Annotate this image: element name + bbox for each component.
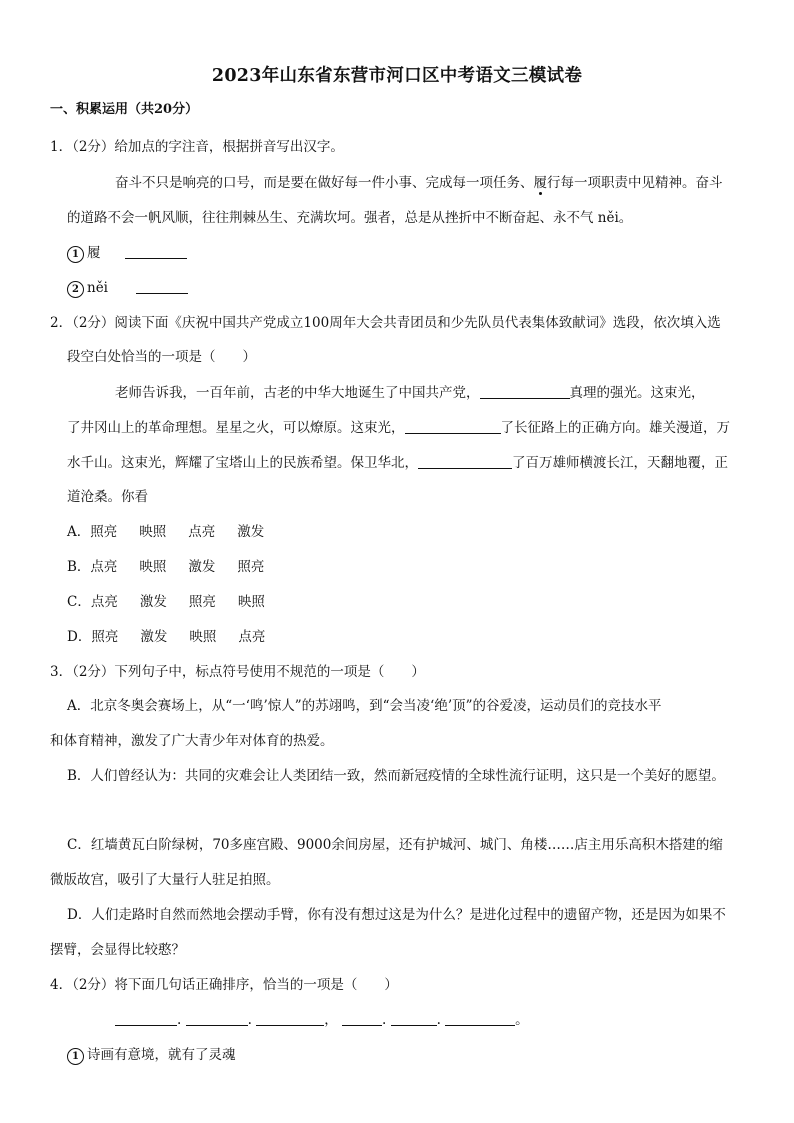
q2-option-c[interactable] <box>67 593 265 611</box>
q2-prompt-line2: 段空白处恰当的一项是（ ） <box>67 349 256 365</box>
q2-option-a[interactable] <box>67 523 264 541</box>
q4-separator: . <box>177 1012 182 1028</box>
circled-number: 1 <box>67 1048 84 1065</box>
q1-item-2-text: něi <box>87 280 109 296</box>
q4-blank[interactable] <box>391 1011 437 1026</box>
q1-passage-line1 <box>115 174 723 192</box>
option-word: 激发 <box>140 629 168 645</box>
q1-dotted-char: 履 <box>533 175 547 191</box>
q4-item-1-text: 诗画有意境，就有了灵魂 <box>87 1047 236 1063</box>
circled-number: 2 <box>67 281 84 298</box>
option-letter: A． <box>67 524 91 540</box>
q1-passage-post: 行每一项职责中见精神。奋斗 <box>547 175 723 191</box>
q1-item-1-text: 履 <box>87 245 101 261</box>
option-letter: C． <box>67 594 91 610</box>
q1-passage-pre: 奋斗不只是响亮的口号，而是要在做好每一件小事、完成每一项任务、 <box>115 175 534 191</box>
option-word: 映照 <box>139 559 167 575</box>
option-word: 点亮 <box>188 524 216 540</box>
option-word: 映照 <box>189 629 217 645</box>
q2-passage-line2 <box>67 419 730 437</box>
q4-separator: . <box>247 1012 252 1028</box>
q2-passage-text: 了百万雄师横渡长江，天翻地覆，正 <box>512 455 728 471</box>
q2-passage-text: 水千山。这束光，辉耀了宝塔山上的民族希望。保卫华北， <box>67 455 418 471</box>
q4-prompt: 4．（2分）将下面几句话正确排序，恰当的一项是（ ） <box>50 977 398 993</box>
q2-blank-1[interactable] <box>480 384 570 399</box>
q2-passage-text: 真理的强光。这束光， <box>569 385 705 401</box>
q2-option-d[interactable] <box>67 628 265 646</box>
q2-passage-line4: 道沧桑。你看 <box>67 489 148 505</box>
q3-prompt: 3．（2分）下列句子中，标点符号使用不规范的一项是（ ） <box>50 664 425 680</box>
q4-item-1 <box>67 1046 236 1065</box>
q4-separator: 。 <box>515 1012 529 1028</box>
q3-option-b[interactable]: B．人们曾经认为：共同的灾难会让人类团结一致，然而新冠疫情的全球性流行证明，这只是一个美好的愿望。 <box>67 768 725 784</box>
q4-separator: . <box>436 1012 441 1028</box>
q4-order-blanks <box>115 1011 529 1029</box>
q1-answer-blank-2[interactable] <box>136 279 188 294</box>
option-word: 点亮 <box>90 559 118 575</box>
q2-blank-3[interactable] <box>418 454 512 469</box>
q1-item-2 <box>67 279 188 298</box>
q2-passage-text: 老师告诉我，一百年前，古老的中华大地诞生了中国共产党， <box>115 385 480 401</box>
q3-option-a[interactable]: A．北京冬奥会赛场上，从“一‘鸣’惊人”的苏翊鸣，到“会当凌‘绝’顶”的谷爱凌，运动员们的竞技水平 <box>67 698 662 714</box>
option-word: 照亮 <box>90 524 118 540</box>
section-heading: 一、积累运用（共20分） <box>50 102 199 117</box>
q3-option-d-cont: 摆臂，会显得比较憨？ <box>50 942 185 958</box>
q2-prompt-line1: 2．（2分）阅读下面《庆祝中国共产党成立100周年大会共青团员和少先队员代表集体致献词》选段，依次填入选 <box>50 315 721 331</box>
page-title: 2023年山东省东营市河口区中考语文三模试卷 <box>211 66 583 86</box>
q1-answer-blank-1[interactable] <box>125 244 187 259</box>
q3-option-c[interactable]: C．红墙黄瓦白阶绿树，70多座宫殿、9000余间房屋，还有护城河、城门、角楼……店主用乐高积木搭建的缩 <box>67 837 723 853</box>
option-word: 点亮 <box>90 594 118 610</box>
q2-passage-line1 <box>115 384 705 402</box>
option-word: 映照 <box>237 594 265 610</box>
q2-passage-text: 了井冈山上的革命理想。星星之火，可以燎原。这束光， <box>67 420 405 436</box>
q4-blank[interactable] <box>445 1011 515 1026</box>
option-word: 照亮 <box>188 594 216 610</box>
q2-blank-2[interactable] <box>405 419 501 434</box>
q4-blank[interactable] <box>186 1011 248 1026</box>
q4-blank[interactable] <box>342 1011 382 1026</box>
q4-blank[interactable] <box>256 1011 324 1026</box>
q2-passage-line3 <box>67 454 728 472</box>
q1-prompt: 1．（2分）给加点的字注音，根据拼音写出汉字。 <box>50 139 344 155</box>
q1-passage-line2: 的道路不会一帆风顺，往往荆棘丛生、充满坎坷。强者，总是从挫折中不断奋起、永不气 něi。 <box>67 210 633 226</box>
option-word: 照亮 <box>91 629 119 645</box>
q2-passage-text: 了长征路上的正确方向。雄关漫道，万 <box>500 420 730 436</box>
option-word: 激发 <box>139 594 167 610</box>
option-word: 映照 <box>139 524 167 540</box>
q4-separator: . <box>381 1012 387 1028</box>
q4-blank[interactable] <box>115 1011 177 1026</box>
q3-option-a-cont: 和体育精神，激发了广大青少年对体育的热爱。 <box>50 733 334 749</box>
q3-option-d[interactable]: D．人们走路时自然而然地会摆动手臂，你有没有想过这是为什么？是进化过程中的遗留产物，还是因为如果不 <box>67 907 726 923</box>
option-word: 激发 <box>237 524 265 540</box>
option-word: 激发 <box>188 559 216 575</box>
option-word: 点亮 <box>238 629 266 645</box>
q3-option-c-cont: 微版故宫，吸引了大量行人驻足拍照。 <box>50 872 280 888</box>
option-word: 照亮 <box>237 559 265 575</box>
circled-number: 1 <box>67 246 84 263</box>
q1-item-1 <box>67 244 187 263</box>
q4-separator: ， <box>324 1012 338 1028</box>
option-letter: D． <box>67 629 92 645</box>
option-letter: B． <box>67 559 91 575</box>
q2-option-b[interactable] <box>67 558 264 576</box>
